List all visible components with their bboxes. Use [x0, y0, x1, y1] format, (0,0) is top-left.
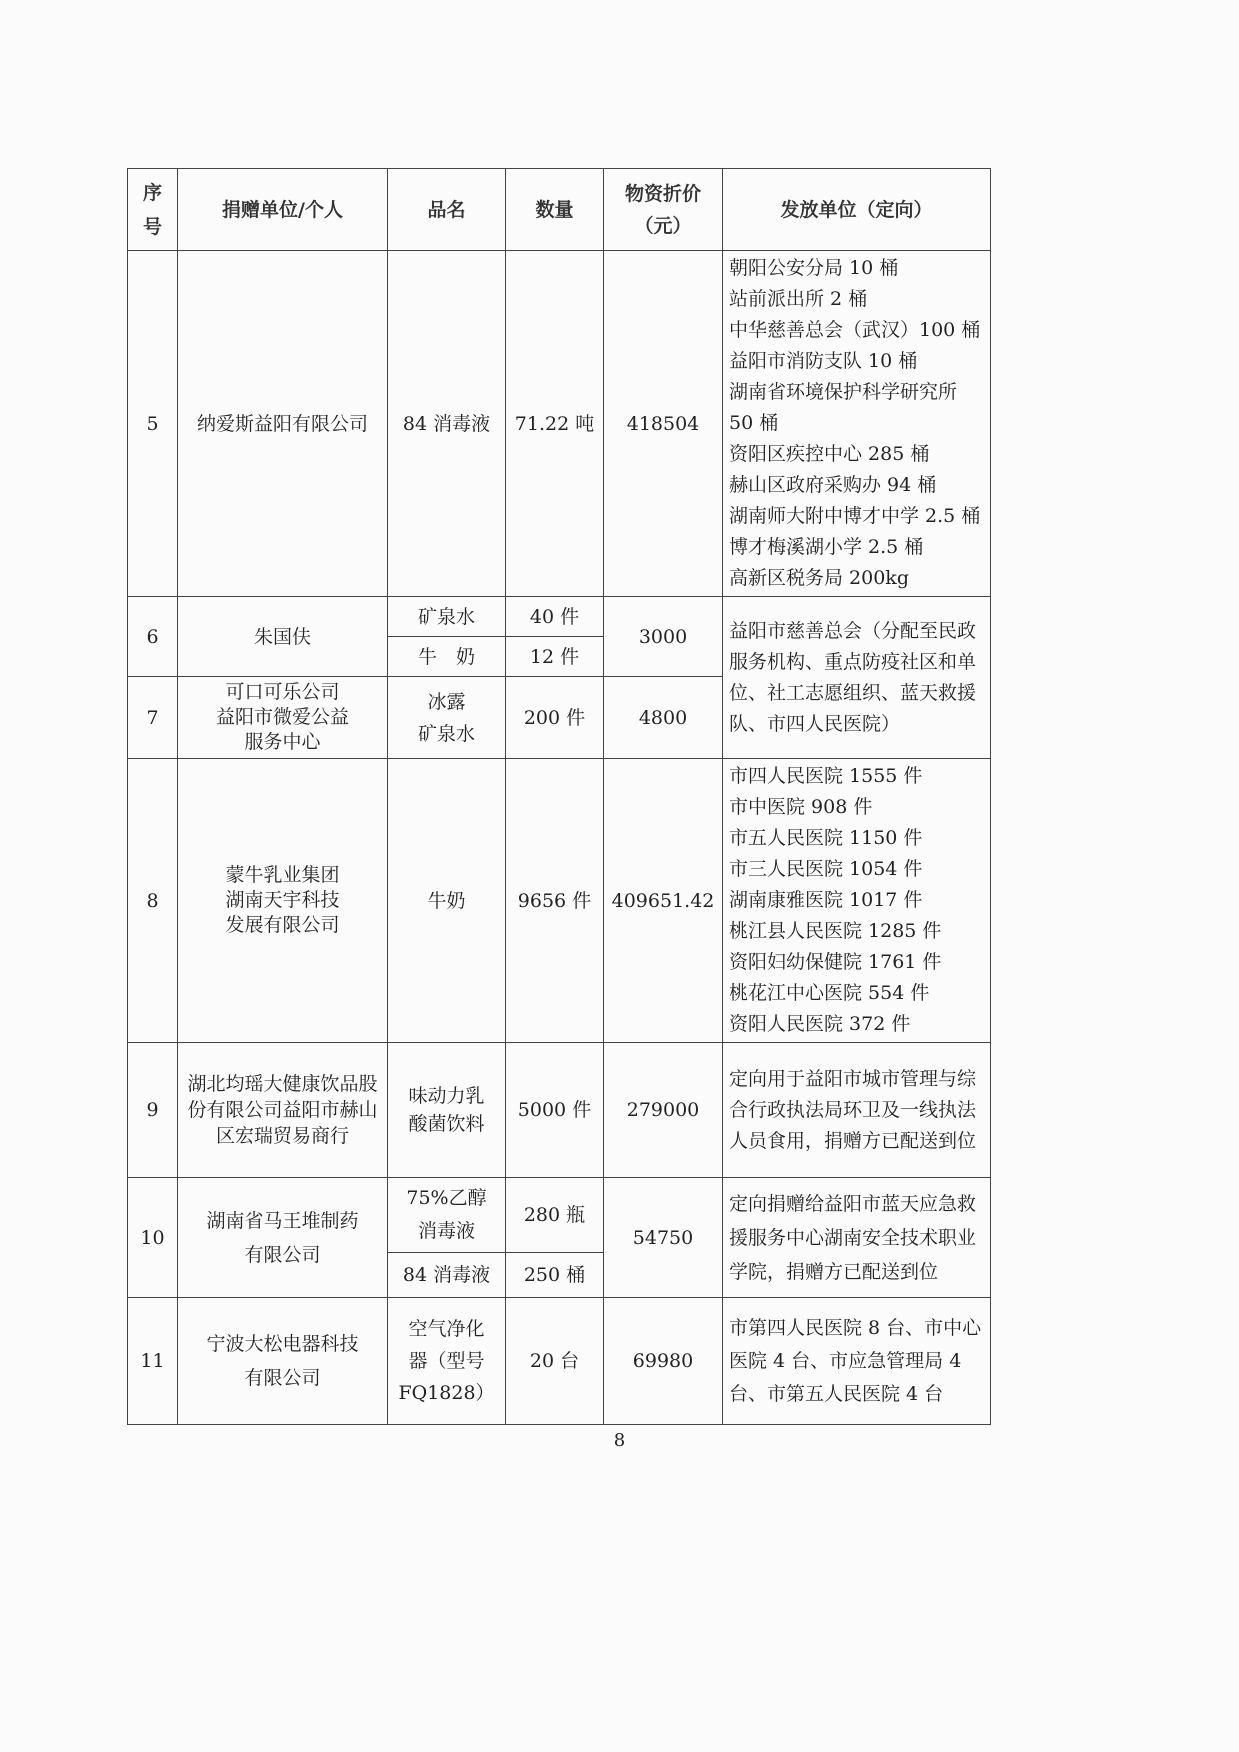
dist-list [723, 251, 991, 597]
item-line: 器（型号 [408, 1350, 485, 1372]
table-row [128, 1178, 991, 1253]
dist-text: 定向用于益阳市城市管理与综合行政执法局环卫及一线执法人员食用，捐赠方已配送到位 [723, 1043, 991, 1178]
donor-line: 发展有限公司 [225, 914, 340, 936]
dist-line: 高新区税务局 200kg [729, 567, 909, 589]
dist-line: 朝阳公安分局 10 桶 [729, 257, 899, 279]
item: 牛奶 [388, 759, 506, 1043]
item [388, 1178, 506, 1253]
dist-line: 桃花江中心医院 554 件 [729, 982, 930, 1004]
value: 54750 [604, 1178, 723, 1298]
value: 69980 [604, 1298, 723, 1425]
dist-line: 市三人民医院 1054 件 [729, 858, 923, 880]
dist-line: 50 桶 [729, 412, 779, 434]
row-no: 6 [128, 597, 178, 677]
dist-line: 桃江县人民医院 1285 件 [729, 920, 942, 942]
dist-line: 市中医院 908 件 [729, 796, 873, 818]
value: 418504 [604, 251, 723, 597]
dist-line: 湖南康雅医院 1017 件 [729, 889, 923, 911]
table-row [128, 251, 991, 597]
item: 84 消毒液 [388, 1253, 506, 1298]
dist-line: 益阳市消防支队 10 桶 [729, 350, 918, 372]
value: 3000 [604, 597, 723, 677]
donor-line: 有限公司 [244, 1243, 321, 1266]
header-value: 物资折价（元） [604, 169, 723, 251]
donor [178, 759, 388, 1043]
row-no: 10 [128, 1178, 178, 1298]
qty: 9656 件 [506, 759, 604, 1043]
dist-line: 市四人民医院 1555 件 [729, 765, 923, 787]
qty: 12 件 [506, 637, 604, 677]
dist-text: 市第四人民医院 8 台、市中心医院 4 台、市应急管理局 4 台、市第五人民医院 4 台 [723, 1298, 991, 1425]
dist-text: 益阳市慈善总会（分配至民政服务机构、重点防疫社区和单位、社工志愿组织、蓝天救援队、市四人民医院） [723, 597, 991, 759]
item: 牛 奶 [388, 637, 506, 677]
qty: 200 件 [506, 677, 604, 759]
value: 279000 [604, 1043, 723, 1178]
dist-line: 中华慈善总会（武汉）100 桶 [729, 319, 981, 341]
donor: 纳爱斯益阳有限公司 [178, 251, 388, 597]
item: 味动力乳酸菌饮料 [388, 1043, 506, 1178]
header-qty: 数量 [506, 169, 604, 251]
row-no: 11 [128, 1298, 178, 1425]
donor-line: 湖南省马王堆制药 [206, 1209, 359, 1232]
row-no: 9 [128, 1043, 178, 1178]
dist-line: 资阳人民医院 372 件 [729, 1013, 911, 1035]
item-line: 冰露 [427, 690, 466, 713]
qty: 280 瓶 [506, 1178, 604, 1253]
dist-line: 湖南师大附中博才中学 2.5 桶 [729, 505, 981, 527]
item [388, 677, 506, 759]
donor-line: 宁波大松电器科技 [206, 1333, 359, 1355]
item: 矿泉水 [388, 597, 506, 637]
qty: 5000 件 [506, 1043, 604, 1178]
item [388, 1298, 506, 1425]
donor-line: 可口可乐公司 [225, 681, 340, 703]
donor-line: 蒙牛乳业集团 [225, 864, 340, 886]
donor: 湖北均瑶大健康饮品股份有限公司益阳市赫山区宏瑞贸易商行 [178, 1043, 388, 1178]
item-line: 矿泉水 [417, 722, 475, 745]
item-line: 消毒液 [417, 1220, 475, 1242]
dist-line: 市五人民医院 1150 件 [729, 827, 923, 849]
qty: 20 台 [506, 1298, 604, 1425]
donor [178, 1298, 388, 1425]
dist-list [723, 759, 991, 1043]
table-row [128, 1298, 991, 1425]
row-no: 7 [128, 677, 178, 759]
donor [178, 677, 388, 759]
donor-line: 有限公司 [244, 1367, 321, 1389]
dist-line: 站前派出所 2 桶 [729, 288, 868, 310]
page-number: 8 [613, 1430, 626, 1451]
dist-line: 资阳区疾控中心 285 桶 [729, 443, 930, 465]
item-line: 75%乙醇 [406, 1187, 487, 1209]
donor [178, 1178, 388, 1298]
dist-line: 湖南省环境保护科学研究所 [729, 381, 958, 403]
row-no: 8 [128, 759, 178, 1043]
qty: 71.22 吨 [506, 251, 604, 597]
dist-line: 赫山区政府采购办 94 桶 [729, 474, 937, 496]
item: 84 消毒液 [388, 251, 506, 597]
dist-line: 资阳妇幼保健院 1761 件 [729, 951, 942, 973]
qty: 40 件 [506, 597, 604, 637]
header-donor: 捐赠单位/个人 [178, 169, 388, 251]
table-row [128, 1043, 991, 1178]
value: 409651.42 [604, 759, 723, 1043]
donor-line: 湖南天宇科技 [225, 889, 340, 911]
donor-line: 服务中心 [244, 731, 321, 753]
header-row [128, 169, 991, 251]
donation-table [127, 168, 991, 1425]
value: 4800 [604, 677, 723, 759]
dist-text: 定向捐赠给益阳市蓝天应急救援服务中心湖南安全技术职业学院，捐赠方已配送到位 [723, 1178, 991, 1298]
header-dist: 发放单位（定向） [723, 169, 991, 251]
donor: 朱国伕 [178, 597, 388, 677]
dist-line: 博才梅溪湖小学 2.5 桶 [729, 536, 924, 558]
header-item: 品名 [388, 169, 506, 251]
qty: 250 桶 [506, 1253, 604, 1298]
table-row [128, 597, 991, 637]
row-no: 5 [128, 251, 178, 597]
header-no: 序号 [128, 169, 178, 251]
donor-line: 益阳市微爱公益 [215, 706, 349, 728]
table-row [128, 759, 991, 1043]
item-line: 空气净化 [408, 1318, 485, 1340]
item-line: FQ1828） [398, 1382, 495, 1404]
